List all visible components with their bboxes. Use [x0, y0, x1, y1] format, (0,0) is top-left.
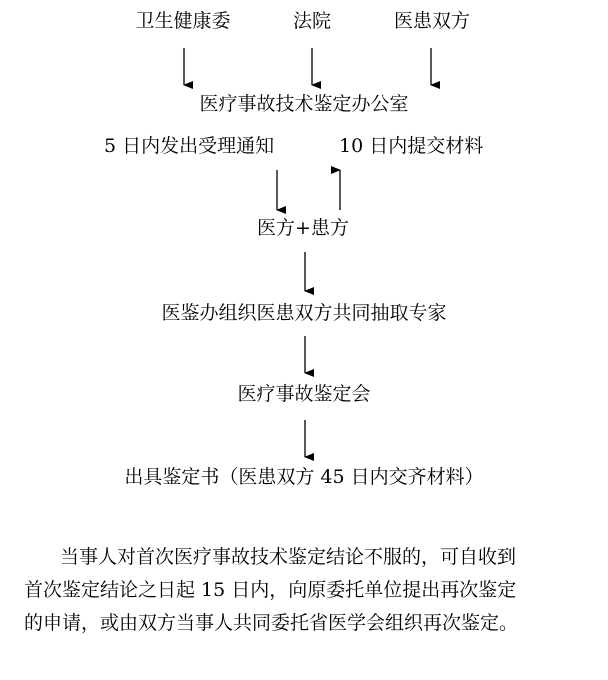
expert-selection-step: 医鉴办组织医患双方共同抽取专家	[161, 302, 447, 324]
submit-within-10-days: 10 日内提交材料	[339, 135, 484, 157]
appraisal-meeting-step: 医疗事故鉴定会	[237, 383, 371, 405]
notice-within-5-days: 5 日内发出受理通知	[104, 135, 275, 157]
re-appraisal-note	[24, 541, 584, 640]
parties-node: 医方+患方	[257, 217, 349, 239]
appraisal-office: 医疗事故技术鉴定办公室	[199, 93, 409, 115]
source-court: 法院	[292, 10, 332, 32]
note-line-2: 首次鉴定结论之日起 15 日内，向原委托单位提出再次鉴定	[24, 579, 517, 601]
appraisal-report-step: 出具鉴定书（医患双方 45 日内交齐材料）	[124, 466, 484, 488]
source-health-commission: 卫生健康委	[135, 10, 231, 32]
source-both-parties: 医患双方	[393, 10, 471, 32]
note-line-3: 的申请，或由双方当事人共同委托省医学会组织再次鉴定。	[24, 612, 519, 634]
note-line-1: 当事人对首次医疗事故技术鉴定结论不服的，可自收到	[60, 546, 517, 568]
